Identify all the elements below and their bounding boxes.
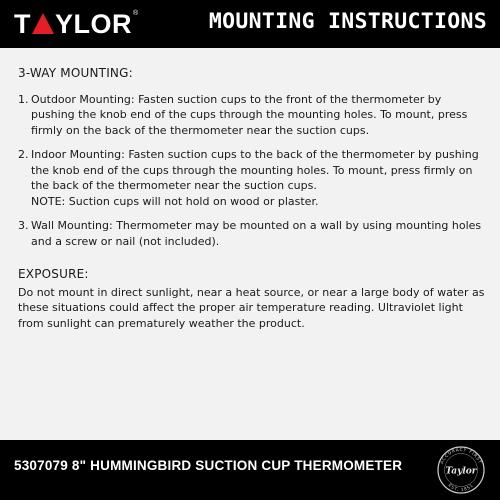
exposure-text: Do not mount in direct sunlight, near a heat source, or near a large body of water as these situations could affect the proper air temperature reading. Ultraviolet light from sunlight can prematurely weather the product. [18,285,485,330]
exposure-heading: EXPOSURE: [18,267,89,281]
list-item [18,92,488,139]
footer-bar [0,440,500,500]
list-item [18,147,488,209]
mounting-list [18,92,488,250]
mounting-heading: 3-WAY MOUNTING: [18,66,133,80]
list-item-number: 2. [18,148,29,161]
instructions-content [18,66,488,331]
brand-logo [14,6,139,42]
brand-logo-triangle-icon [32,13,54,34]
seal-top-text: ACCURACY FIRST [439,447,483,466]
header-bar [0,0,500,48]
seal-brand: Taylor [445,466,477,477]
product-title: 5307079 8" HUMMINGBIRD SUCTION CUP THERMOMETER [14,458,403,473]
registered-mark: ® [133,10,139,17]
list-item-text: Wall Mounting: Thermometer may be mounted on a wall by using mounting holes and a screw or nail (not included). [31,219,482,248]
list-item [18,218,488,249]
brand-logo-letter: T [14,8,31,39]
taylor-seal-icon [430,444,492,496]
list-item-note: NOTE: Suction cups will not hold on wood or plaster. [31,194,319,208]
svg-text:ACCURACY FIRST [439,447,483,465]
list-item-number: 1. [18,92,29,106]
seal-bottom-text: EST. 1851 [446,483,476,494]
list-item-text: Indoor Mounting: Fasten suction cups to the back of the thermometer by pushing the knob end of the cups through the mounting holes. To mount, press firmly on the back of the thermometer near the suction cups. [31,148,479,192]
brand-logo-letters: YLOR [55,8,133,39]
list-item-number: 3. [18,219,29,232]
page-title: MOUNTING INSTRUCTIONS [208,9,487,34]
list-item-text: Outdoor Mounting: Fasten suction cups to the front of the thermometer by pushing the knob end of the cups through the mounting holes. To mount, press firmly on the back of the thermometer near the suction cups. [31,92,468,137]
svg-text:EST. 1851 [447,482,475,493]
